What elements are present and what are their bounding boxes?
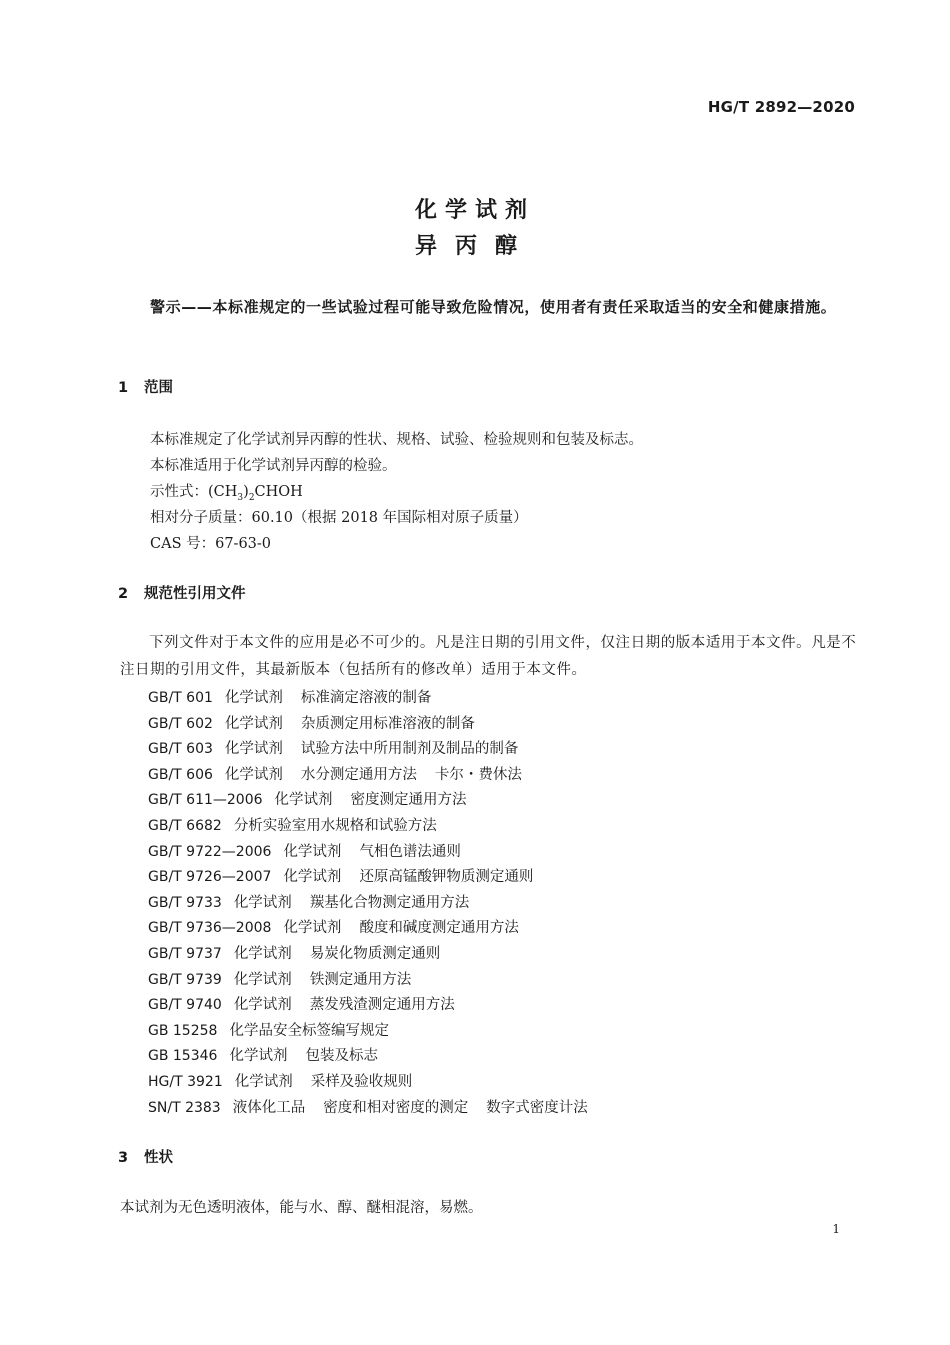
properties-text: 本试剂为无色透明液体，能与水、醇、醚相混溶，易燃。 bbox=[120, 1200, 483, 1216]
reference-code: GB 15346 bbox=[148, 1048, 218, 1065]
molecular-mass: 相对分子质量：60.10（根据 2018 年国际相对原子质量） bbox=[150, 510, 528, 526]
reference-code: GB/T 9737 bbox=[148, 946, 222, 962]
section-title: 规范性引用文件 bbox=[144, 586, 246, 602]
reference-title-part: 化学试剂 bbox=[233, 971, 292, 988]
reference-code: GB 15258 bbox=[148, 1022, 218, 1039]
scope-line-1: 本标准规定了化学试剂异丙醇的性状、规格、试验、检验规则和包装及标志。 bbox=[150, 432, 643, 448]
section-number: 1 bbox=[118, 380, 129, 396]
reference-code: GB/T 9726—2007 bbox=[148, 869, 272, 886]
section-2-heading bbox=[118, 582, 246, 603]
reference-title-part: 试验方法中所用制剂及制品的制备 bbox=[300, 741, 519, 758]
cas-number: CAS 号：67-63-0 bbox=[150, 536, 272, 552]
section-number: 2 bbox=[118, 586, 129, 602]
reference-title-part: 易炭化物质测定通则 bbox=[309, 946, 441, 962]
reference-title-part: 卡尔・费休法 bbox=[434, 766, 522, 783]
reference-item bbox=[148, 1096, 588, 1117]
reference-title-part: 化学试剂 bbox=[283, 920, 342, 937]
reference-title-part: 羰基化合物测定通用方法 bbox=[309, 894, 470, 911]
formula-sub-2: 2 bbox=[248, 492, 255, 503]
formula-sub-1: 3 bbox=[237, 492, 244, 503]
document-subtitle: 异丙醇 bbox=[414, 234, 535, 259]
reference-item bbox=[148, 686, 449, 707]
section-number: 3 bbox=[118, 1150, 129, 1166]
safety-warning: 警示——本标准规定的一些试验过程可能导致危险情况，使用者有责任采取适当的安全和健康措施。 bbox=[150, 298, 837, 316]
reference-title-part: 标准滴定溶液的制备 bbox=[300, 690, 432, 706]
section-title: 范围 bbox=[144, 380, 173, 396]
reference-title-part: 化学试剂 bbox=[229, 1048, 288, 1065]
reference-item bbox=[148, 1019, 425, 1040]
reference-item bbox=[148, 993, 473, 1014]
reference-item bbox=[148, 968, 429, 989]
reference-code: GB/T 601 bbox=[148, 690, 213, 706]
reference-title-part: 化学试剂 bbox=[234, 1074, 293, 1090]
section-title: 性状 bbox=[144, 1150, 173, 1166]
reference-title-part: 蒸发残渣测定通用方法 bbox=[309, 997, 455, 1014]
reference-code: GB/T 611—2006 bbox=[148, 792, 263, 809]
section-1-heading bbox=[118, 376, 173, 397]
reference-title-part: 包装及标志 bbox=[305, 1048, 378, 1065]
reference-code: GB/T 9733 bbox=[148, 894, 222, 911]
reference-code: GB/T 9722—2006 bbox=[148, 843, 272, 860]
section-3-heading bbox=[118, 1146, 173, 1167]
reference-title-part: 气相色谱法通则 bbox=[359, 843, 461, 860]
reference-title-part: 化学试剂 bbox=[233, 894, 292, 911]
reference-code: GB/T 9736—2008 bbox=[148, 920, 272, 937]
references-intro: 下列文件对于本文件的应用是必不可少的。凡是注日期的引用文件，仅注日期的版本适用于本文件。凡是不注日期的引用文件，其最新版本（包括所有的修改单）适用于本文件。 bbox=[120, 635, 857, 678]
reference-title-part: 化学品安全标签编写规定 bbox=[229, 1022, 389, 1039]
scope-line-2: 本标准适用于化学试剂异丙醇的检验。 bbox=[150, 458, 397, 474]
reference-item bbox=[148, 942, 458, 963]
reference-title-part: 化学试剂 bbox=[224, 741, 283, 758]
formula-open: (CH bbox=[208, 484, 238, 500]
reference-title-part: 酸度和碱度测定通用方法 bbox=[359, 920, 519, 937]
reference-title-part: 化学试剂 bbox=[224, 715, 283, 732]
reference-item bbox=[148, 814, 473, 835]
reference-title-part: 密度和相对密度的测定 bbox=[323, 1099, 469, 1116]
reference-code: GB/T 606 bbox=[148, 766, 213, 783]
reference-title-part: 铁测定通用方法 bbox=[309, 971, 412, 988]
reference-code: GB/T 6682 bbox=[148, 818, 222, 834]
document-title: 化学试剂 bbox=[414, 198, 535, 223]
reference-item bbox=[148, 788, 485, 809]
reference-title-part: 化学试剂 bbox=[283, 869, 342, 886]
reference-title-part: 化学试剂 bbox=[233, 997, 292, 1014]
reference-code: SN/T 2383 bbox=[148, 1099, 221, 1116]
reference-title-part: 化学试剂 bbox=[224, 766, 283, 783]
reference-title-part: 采样及验收规则 bbox=[310, 1074, 413, 1090]
reference-title-part: 化学试剂 bbox=[274, 792, 333, 809]
reference-title-part: 化学试剂 bbox=[233, 946, 292, 962]
reference-item bbox=[148, 1044, 396, 1065]
reference-item bbox=[148, 865, 551, 886]
reference-title-part: 液体化工品 bbox=[232, 1099, 306, 1116]
reference-title-part: 化学试剂 bbox=[283, 843, 342, 860]
reference-code: GB/T 603 bbox=[148, 741, 213, 758]
reference-item bbox=[148, 916, 537, 937]
formula-label: 示性式： bbox=[150, 484, 208, 500]
reference-title-part: 密度测定通用方法 bbox=[350, 792, 467, 809]
reference-title-part: 化学试剂 bbox=[224, 690, 283, 706]
reference-title-part: 水分测定通用方法 bbox=[300, 766, 417, 783]
reference-item bbox=[148, 1070, 430, 1091]
standard-code: HG/T 2892—2020 bbox=[707, 98, 855, 116]
reference-title-part: 杂质测定用标准溶液的制备 bbox=[300, 715, 475, 732]
reference-code: GB/T 9740 bbox=[148, 997, 222, 1014]
reference-code: GB/T 9739 bbox=[148, 971, 222, 988]
reference-item bbox=[148, 891, 487, 912]
formula-rest: CHOH bbox=[254, 484, 303, 500]
reference-item bbox=[148, 737, 536, 758]
reference-item bbox=[148, 840, 479, 861]
page-number: 1 bbox=[832, 1222, 840, 1236]
reference-item bbox=[148, 712, 493, 733]
formula-close: ) bbox=[243, 484, 249, 500]
reference-title-part: 数字式密度计法 bbox=[486, 1099, 588, 1116]
formula-line bbox=[150, 480, 303, 503]
reference-item bbox=[148, 763, 522, 784]
reference-code: GB/T 602 bbox=[148, 715, 213, 732]
reference-title-part: 还原高锰酸钾物质测定通则 bbox=[359, 869, 534, 886]
reference-title-part: 分析实验室用水规格和试验方法 bbox=[233, 818, 437, 834]
reference-code: HG/T 3921 bbox=[148, 1074, 223, 1090]
